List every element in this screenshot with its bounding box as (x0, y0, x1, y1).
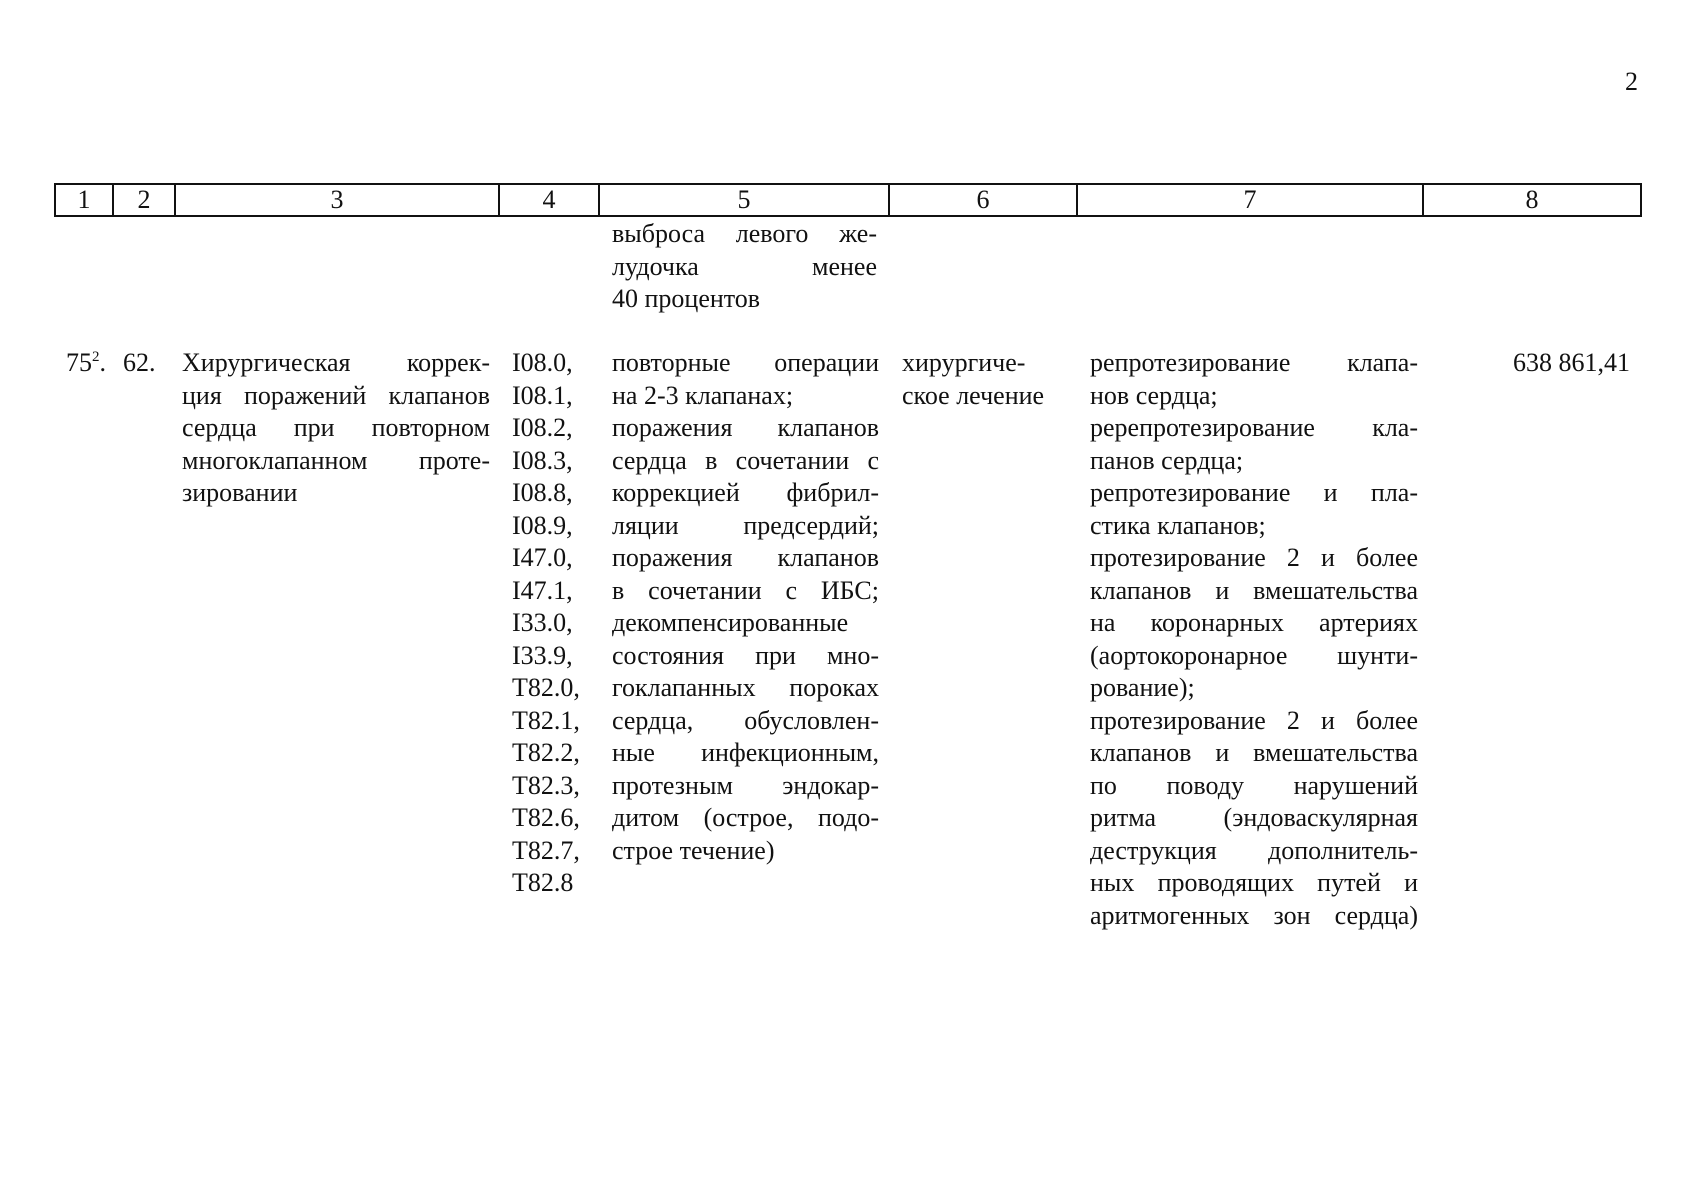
text-line: клапанов и вмешательства (1090, 575, 1418, 605)
text-line: хирургиче- (902, 348, 1026, 377)
header-col-5: 5 (598, 183, 888, 217)
treatment-method (1090, 347, 1418, 932)
code-line: T82.7, (512, 835, 580, 865)
text-line: на коронарных артериях (1090, 608, 1418, 637)
code-line: I08.0, (512, 348, 573, 377)
text-line: ные инфекционным, (612, 738, 879, 767)
text-line: репротезирование клапа- (1090, 348, 1418, 377)
text-line: 40 процентов (612, 284, 761, 313)
code-line: I47.1, (512, 575, 573, 605)
code-line: T82.6, (512, 803, 580, 832)
cost-value: 638 861,41 (1513, 348, 1630, 377)
text-line: гоклапанных пороках (612, 673, 879, 702)
text-line: сердца в сочетании с (612, 445, 879, 475)
row-number (66, 347, 106, 380)
code-line: I33.9, (512, 640, 573, 670)
continuation-col5 (612, 218, 877, 316)
code-line: I08.9, (512, 510, 573, 540)
code-line: I08.2, (512, 413, 573, 442)
text-line: зировании (182, 478, 298, 507)
treatment-type (902, 347, 1072, 412)
header-col-7: 7 (1076, 183, 1422, 217)
diagnosis-codes (512, 347, 596, 900)
header-col-6: 6 (888, 183, 1076, 217)
row-subnumber: 62. (123, 348, 156, 377)
header-col-4: 4 (498, 183, 598, 217)
row-number-base: 75 (66, 348, 92, 377)
text-line: поражения клапанов (612, 413, 879, 442)
text-line: сердца при повторном (182, 413, 490, 442)
text-line: (аортокоронарное шунти- (1090, 640, 1418, 670)
text-line: лудочка менее (612, 251, 877, 281)
text-line: стика клапанов; (1090, 510, 1266, 540)
code-line: I47.0, (512, 543, 573, 572)
text-line: репротезирование и пла- (1090, 478, 1418, 507)
row-number-superscript: 2 (92, 349, 100, 365)
code-line: I08.8, (512, 478, 573, 507)
text-line: протезирование 2 и более (1090, 543, 1418, 572)
text-line: ререпротезирование кла- (1090, 413, 1418, 442)
text-line: протезирование 2 и более (1090, 705, 1418, 735)
text-line: выброса левого же- (612, 219, 877, 248)
text-line: состояния при мно- (612, 640, 879, 670)
row-number-suffix: . (99, 348, 106, 377)
text-line: ция поражений клапанов (182, 380, 490, 410)
text-line: строе течение) (612, 835, 775, 865)
text-line: дитом (острое, подо- (612, 803, 879, 832)
text-line: повторные операции (612, 348, 879, 377)
header-col-3: 3 (174, 183, 498, 217)
patient-model (612, 347, 879, 867)
code-line: T82.2, (512, 738, 580, 767)
text-line: нов сердца; (1090, 380, 1218, 410)
code-line: T82.1, (512, 705, 580, 735)
code-line: I08.1, (512, 380, 573, 410)
text-line: ляции предсердий; (612, 510, 879, 540)
text-line: ритма (эндоваскулярная (1090, 803, 1418, 832)
text-line: панов сердца; (1090, 445, 1244, 475)
text-line: поражения клапанов (612, 543, 879, 572)
text-line: многоклапанном проте- (182, 445, 490, 475)
text-line: деструкция дополнитель- (1090, 835, 1418, 865)
text-line: по поводу нарушений (1090, 770, 1418, 800)
text-line: аритмогенных зон сердца) (1090, 900, 1418, 930)
page-number: 2 (1625, 67, 1638, 96)
header-col-1: 1 (54, 183, 112, 217)
text-line: в сочетании с ИБС; (612, 575, 879, 605)
code-line: I08.3, (512, 445, 573, 475)
code-line: I33.0, (512, 608, 573, 637)
code-line: T82.0, (512, 673, 580, 702)
text-line: ных проводящих путей и (1090, 868, 1418, 897)
text-line: коррекцией фибрил- (612, 478, 879, 507)
text-line: рование); (1090, 673, 1195, 702)
text-line: Хирургическая коррек- (182, 348, 490, 377)
text-line: ское лечение (902, 380, 1045, 410)
code-line: T82.8 (512, 868, 574, 897)
procedure-name (182, 347, 490, 510)
header-col-2: 2 (112, 183, 174, 217)
text-line: на 2-3 клапанах; (612, 380, 794, 410)
code-line: T82.3, (512, 770, 580, 800)
text-line: декомпенсированные (612, 608, 849, 637)
text-line: клапанов и вмешательства (1090, 738, 1418, 767)
text-line: протезным эндокар- (612, 770, 879, 800)
header-col-8: 8 (1422, 183, 1642, 217)
text-line: сердца, обусловлен- (612, 705, 879, 735)
